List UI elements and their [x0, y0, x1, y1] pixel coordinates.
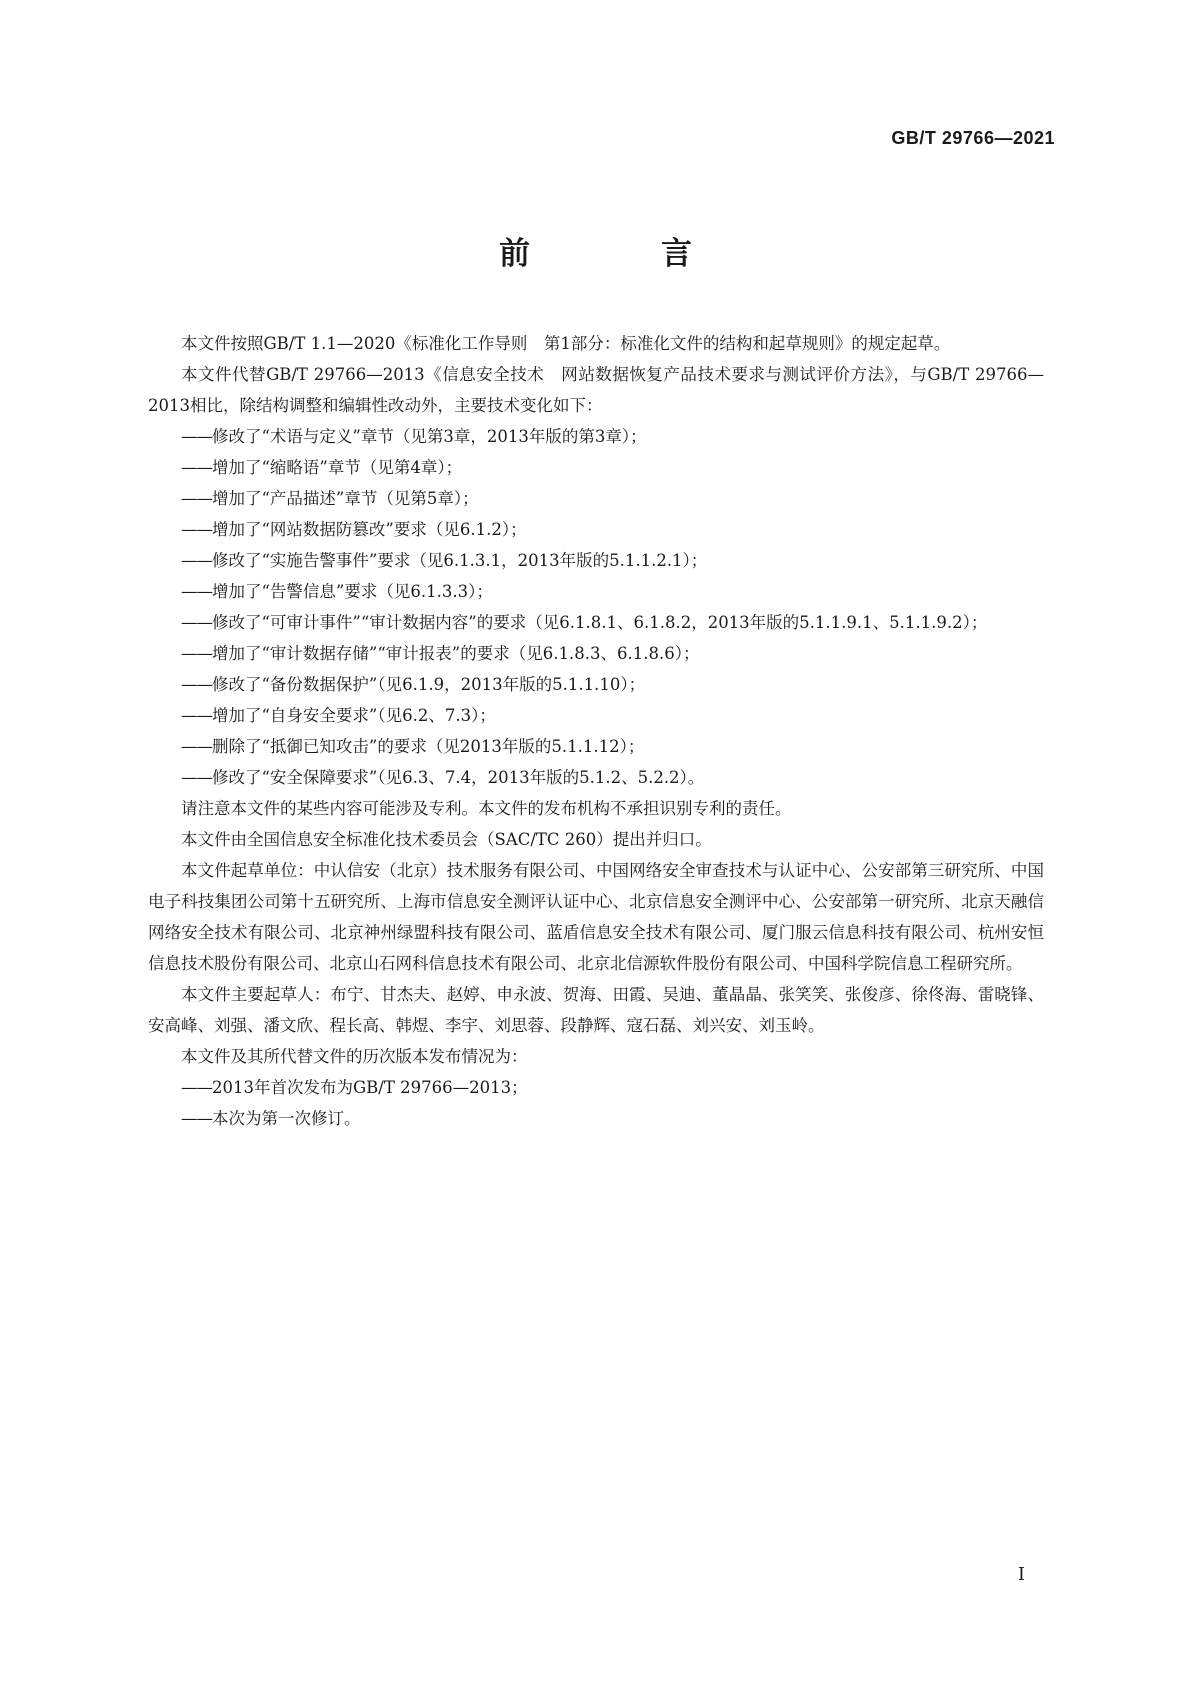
list-item: ——本次为第一次修订。 — [181, 1109, 361, 1128]
history-list — [148, 1072, 1044, 1134]
list-item: ——增加了“自身安全要求”（见6.2、7.3）； — [181, 706, 496, 725]
list-item: ——2013年首次发布为GB/T 29766—2013； — [181, 1078, 528, 1097]
intro-paragraph: 本文件按照GB/T 1.1—2020《标准化工作导则 第1部分：标准化文件的结构和起草规则》的规定起草。 — [181, 334, 951, 353]
list-item: ——增加了“网站数据防篡改”要求（见6.1.2）； — [181, 520, 527, 539]
list-item: ——删除了“抵御已知攻击”的要求（见2013年版的5.1.1.12）； — [181, 737, 645, 756]
drafters-paragraph: 本文件主要起草人：布宁、甘杰夫、赵婷、申永波、贺海、田霞、吴迪、董晶晶、张笑笑、张俊彦、徐佟海、雷晓锋、安高峰、刘强、潘文欣、程长高、韩煜、李宇、刘思蓉、段静辉、寇石磊、刘兴安、刘玉岭。 — [148, 985, 1044, 1035]
proposer-paragraph: 本文件由全国信息安全标准化技术委员会（SAC/TC 260）提出并归口。 — [181, 830, 712, 849]
list-item: ——增加了“产品描述”章节（见第5章）； — [181, 489, 479, 508]
list-item: ——修改了“安全保障要求”（见6.3、7.4，2013年版的5.1.2、5.2.2）。 — [181, 768, 705, 787]
list-item: ——增加了“审计数据存储”“审计报表”的要求（见6.1.8.3、6.1.8.6）； — [181, 644, 700, 663]
list-item: ——增加了“缩略语”章节（见第4章）； — [181, 458, 463, 477]
page-title: 前 言 — [499, 236, 742, 272]
intro-paragraph: 本文件代替GB/T 29766—2013《信息安全技术 网站数据恢复产品技术要求与测试评价方法》，与GB/T 29766—2013相比，除结构调整和编辑性改动外，主要技术变化如下： — [148, 365, 1044, 415]
list-item: ——增加了“告警信息”要求（见6.1.3.3）； — [181, 582, 493, 601]
list-item: ——修改了“实施告警事件”要求（见6.1.3.1，2013年版的5.1.1.2.1）； — [181, 551, 708, 570]
list-item: ——修改了“备份数据保护”（见6.1.9，2013年版的5.1.1.10）； — [181, 675, 646, 694]
foreword-body — [148, 328, 1044, 1134]
list-item: ——修改了“可审计事件”“审计数据内容”的要求（见6.1.8.1、6.1.8.2，2013年版的5.1.1.9.1、5.1.1.9.2）； — [181, 613, 988, 632]
standard-code: GB/T 29766—2021 — [891, 128, 1055, 148]
changes-list — [148, 421, 1044, 793]
patent-notice: 请注意本文件的某些内容可能涉及专利。本文件的发布机构不承担识别专利的责任。 — [181, 799, 792, 818]
drafting-units-paragraph: 本文件起草单位：中认信安（北京）技术服务有限公司、中国网络安全审查技术与认证中心、公安部第三研究所、中国电子科技集团公司第十五研究所、上海市信息安全测评认证中心、北京信息安全测评中心、公安部第一研究所、北京天融信网络安全技术有限公司、北京神州绿盟科技有限公司、蓝盾信息安全技术有限公司、厦门服云信息科技有限公司、杭州安恒信息技术股份有限公司、北京山石网科信息技术有限公司、北京北信源软件股份有限公司、中国科学院信息工程研究所。 — [148, 861, 1044, 973]
page-number: I — [1017, 1564, 1025, 1585]
history-intro: 本文件及其所代替文件的历次版本发布情况为： — [181, 1047, 528, 1066]
list-item: ——修改了“术语与定义”章节（见第3章，2013年版的第3章）； — [181, 427, 647, 446]
